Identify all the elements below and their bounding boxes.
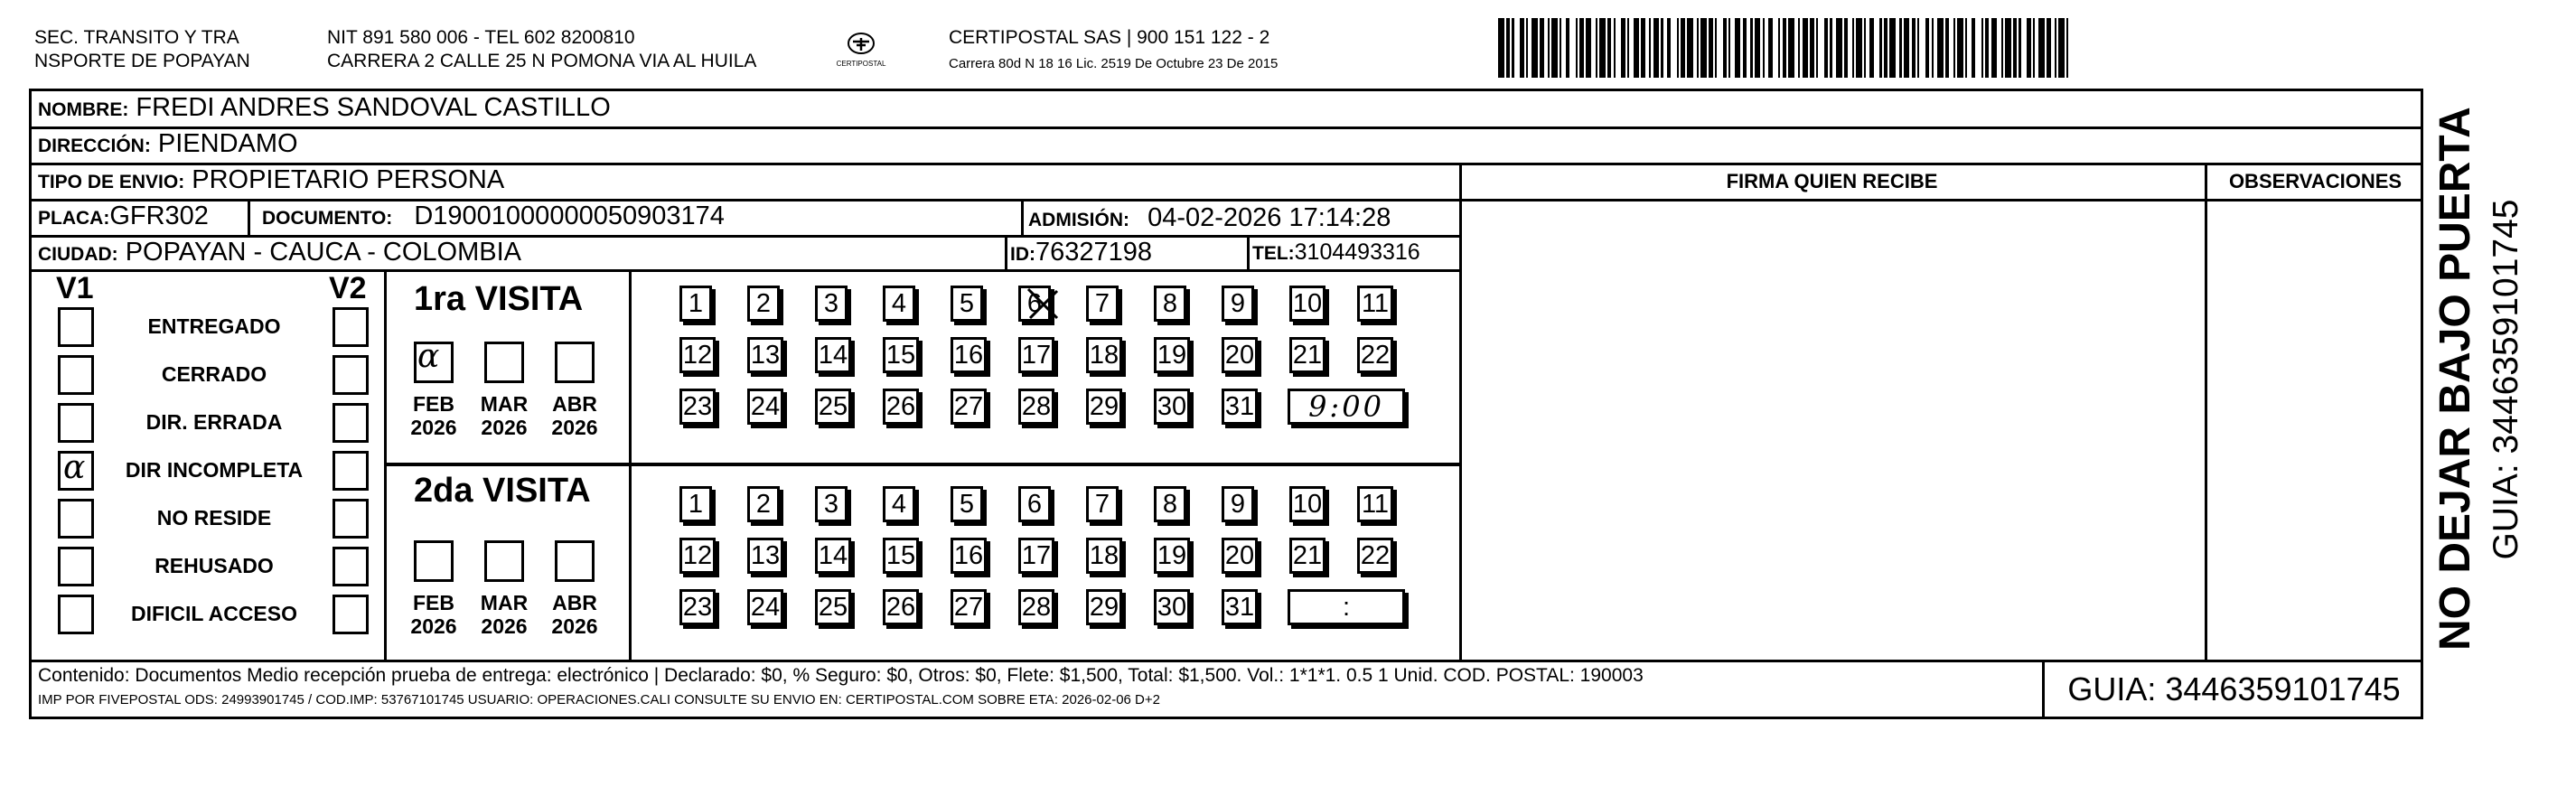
visit1-day-box[interactable]: 21	[1289, 337, 1325, 373]
visit2-day-box[interactable]: 27	[951, 589, 987, 625]
visit1-day-box[interactable]: 25	[815, 389, 851, 425]
visit1-day-box[interactable]: 2	[747, 286, 780, 322]
visit2-day-box[interactable]: 11	[1357, 486, 1393, 522]
id-label: ID:	[1010, 244, 1035, 265]
status-label: NO RESIDE	[156, 506, 272, 530]
visit1-day-box[interactable]: 19	[1154, 337, 1190, 373]
visit1-day-box[interactable]: 15	[883, 337, 919, 373]
visit2-month-checkbox[interactable]	[484, 540, 524, 582]
v1-checkbox[interactable]	[58, 595, 94, 634]
id-value: 76327198	[1035, 238, 1153, 267]
placa-row	[38, 202, 209, 232]
visit2-day-box[interactable]: 21	[1289, 538, 1325, 574]
v1-checkbox[interactable]	[58, 547, 94, 586]
tel-label: TEL:	[1252, 243, 1295, 264]
visit1-month-label: ABR	[552, 392, 597, 416]
visit2-day-box[interactable]: 18	[1086, 538, 1122, 574]
visit1-day-box[interactable]: 22	[1357, 337, 1393, 373]
status-label: DIR INCOMPLETA	[125, 458, 304, 482]
visit2-day-box[interactable]: 31	[1222, 589, 1258, 625]
visit2-day-box[interactable]: 26	[883, 589, 919, 625]
status-label: REHUSADO	[155, 554, 274, 577]
sender-line-1: SEC. TRANSITO Y TRA	[34, 27, 239, 48]
divider	[2205, 163, 2207, 661]
placa-label: PLACA:	[38, 208, 110, 229]
divider	[29, 127, 2423, 129]
visit2-day-box[interactable]: 4	[883, 486, 915, 522]
visit2-day-box[interactable]: 5	[951, 486, 983, 522]
visit1-day-box[interactable]: 14	[815, 337, 851, 373]
nombre-label: NOMBRE:	[38, 99, 129, 120]
visit1-year-label: 2026	[551, 416, 598, 439]
barcode	[1498, 18, 2067, 78]
placa-value: GFR302	[109, 202, 209, 230]
visit1-month-label: MAR	[480, 392, 529, 416]
status-label: DIFICIL ACCESO	[130, 602, 297, 625]
visit1-day-box[interactable]: 7	[1086, 286, 1119, 322]
divider	[29, 199, 1461, 202]
visit1-day-box[interactable]: 3	[815, 286, 848, 322]
visit1-day-box[interactable]: 9	[1222, 286, 1254, 322]
visit1-day-box[interactable]: 5	[951, 286, 983, 322]
v2-checkbox[interactable]	[333, 307, 369, 347]
firma-header: FIRMA QUIEN RECIBE	[1726, 170, 1938, 192]
id-row	[1010, 239, 1152, 268]
visit1-day-box[interactable]: 24	[747, 389, 783, 425]
v1-checkbox[interactable]	[58, 307, 94, 347]
ciudad-row	[38, 239, 521, 268]
v1-checkbox[interactable]	[58, 499, 94, 539]
visit1-day-box[interactable]: 8	[1154, 286, 1186, 322]
visit2-day-box[interactable]: 2	[747, 486, 780, 522]
v1-checkbox[interactable]	[58, 403, 94, 443]
visit1-day-box[interactable]: 26	[883, 389, 919, 425]
visit1-day-box[interactable]: 13	[747, 337, 783, 373]
v1-label: V1	[56, 271, 94, 305]
visit2-day-box[interactable]: 24	[747, 589, 783, 625]
visit1-day-box[interactable]: 17	[1018, 337, 1054, 373]
visit2-month-label: ABR	[552, 591, 597, 614]
visit1-month-checkbox[interactable]	[555, 342, 595, 383]
visit1-title: 1ra VISITA	[414, 280, 584, 318]
admision-row	[1028, 204, 1391, 234]
visit2-month-checkbox[interactable]	[414, 540, 454, 582]
v2-checkbox[interactable]	[333, 403, 369, 443]
v1-handwritten-mark: α	[63, 449, 86, 486]
visit2-day-box[interactable]: 22	[1357, 538, 1393, 574]
visit2-day-box[interactable]: 19	[1154, 538, 1190, 574]
status-label: ENTREGADO	[147, 314, 281, 338]
divider	[29, 660, 2423, 662]
visit2-month-checkbox[interactable]	[555, 540, 595, 582]
visit2-day-box[interactable]: 14	[815, 538, 851, 574]
visit1-handwritten-mark: α	[417, 338, 440, 375]
visit2-day-box[interactable]: 25	[815, 589, 851, 625]
visit1-day-box[interactable]: 23	[679, 389, 716, 425]
side-warning: NO DEJAR BAJO PUERTA	[2431, 107, 2479, 651]
visit1-day-box[interactable]: 20	[1222, 337, 1258, 373]
tipo-label: TIPO DE ENVIO:	[38, 172, 185, 192]
visit1-month-checkbox[interactable]	[484, 342, 524, 383]
direccion-label: DIRECCIÓN:	[38, 136, 151, 156]
documento-label: DOCUMENTO:	[262, 208, 393, 229]
visit2-year-label: 2026	[410, 614, 457, 638]
visit1-day-box[interactable]: 1	[679, 286, 712, 322]
divider	[384, 463, 1459, 466]
v2-label: V2	[329, 271, 367, 305]
admision-label: ADMISIÓN:	[1028, 210, 1129, 230]
documento-row	[262, 202, 725, 232]
v2-checkbox[interactable]	[333, 547, 369, 586]
visit2-day-box[interactable]: 30	[1154, 589, 1190, 625]
visit2-day-box[interactable]: 9	[1222, 486, 1254, 522]
visit2-day-box[interactable]: 8	[1154, 486, 1186, 522]
observaciones-header: OBSERVACIONES	[2228, 170, 2403, 192]
ciudad-value: POPAYAN - CAUCA - COLOMBIA	[125, 238, 522, 267]
visit2-year-label: 2026	[481, 614, 528, 638]
visit1-day-box[interactable]: 6	[1018, 286, 1051, 322]
v2-checkbox[interactable]	[333, 355, 369, 395]
visit1-day-box[interactable]: 29	[1086, 389, 1122, 425]
v2-checkbox[interactable]	[333, 451, 369, 491]
visit2-day-box[interactable]: 16	[951, 538, 987, 574]
visit1-day-box[interactable]: 31	[1222, 389, 1258, 425]
divider	[1005, 237, 1007, 271]
nombre-row	[38, 94, 611, 124]
visit1-day-box[interactable]: 18	[1086, 337, 1122, 373]
tel-row	[1252, 239, 1420, 267]
visit2-title: 2da VISITA	[414, 472, 591, 510]
tel-value: 3104493316	[1294, 239, 1420, 265]
logo-text: CERTIPOSTAL	[836, 60, 886, 68]
visit2-time-box[interactable]: :	[1288, 589, 1405, 625]
ciudad-label: CIUDAD:	[38, 244, 118, 265]
visit2-day-box[interactable]: 17	[1018, 538, 1054, 574]
v2-checkbox[interactable]	[333, 595, 369, 634]
nombre-value: FREDI ANDRES SANDOVAL CASTILLO	[136, 93, 611, 122]
visit2-day-box[interactable]: 13	[747, 538, 783, 574]
tipo-row	[38, 166, 504, 196]
visit1-day-box[interactable]: 11	[1357, 286, 1393, 322]
visit2-day-box[interactable]: 1	[679, 486, 712, 522]
visit2-day-box[interactable]: 7	[1086, 486, 1119, 522]
divider	[1021, 201, 1024, 237]
visit1-year-label: 2026	[481, 416, 528, 439]
visit2-day-box[interactable]: 15	[883, 538, 919, 574]
status-label: CERRADO	[161, 362, 267, 386]
visit1-day-box[interactable]: 30	[1154, 389, 1190, 425]
visit2-day-box[interactable]: 28	[1018, 589, 1054, 625]
visit1-day-strike-mark	[1021, 282, 1064, 325]
visit1-time-box[interactable]: 9:00	[1288, 389, 1405, 425]
visit1-day-box[interactable]: 16	[951, 337, 987, 373]
visit1-day-box[interactable]: 27	[951, 389, 987, 425]
visit1-day-box[interactable]: 10	[1289, 286, 1325, 322]
divider	[629, 269, 632, 660]
documento-value: D19001000000050903174	[414, 202, 725, 230]
direccion-value: PIENDAMO	[157, 129, 298, 158]
visit2-day-box[interactable]: 20	[1222, 538, 1258, 574]
divider	[1247, 237, 1250, 271]
visit2-day-box[interactable]: 29	[1086, 589, 1122, 625]
visit1-month-label: FEB	[413, 392, 454, 416]
visit1-day-box[interactable]: 28	[1018, 389, 1054, 425]
certipostal-logo	[835, 29, 887, 70]
divider	[1459, 199, 2423, 202]
visit2-day-box[interactable]: 23	[679, 589, 716, 625]
side-guia: GUIA: 3446359101745	[2487, 199, 2525, 560]
visit2-day-box[interactable]: 12	[679, 538, 716, 574]
visit2-day-box[interactable]: 3	[815, 486, 848, 522]
footer-content-line: Contenido: Documentos Medio recepción prueba de entrega: electrónico | Declarado: $0, % Seguro: $0, Otros: $0, Flete: $1,500, Total: $1,500. Vol.: 1*1*1. 0.5 1 Unid. COD. POSTAL: 190003	[38, 665, 1644, 686]
visit1-day-box[interactable]: 12	[679, 337, 716, 373]
divider	[248, 201, 250, 237]
visit2-day-box[interactable]: 6	[1018, 486, 1051, 522]
visit2-month-label: FEB	[413, 591, 454, 614]
visit1-day-box[interactable]: 4	[883, 286, 915, 322]
v1-checkbox[interactable]	[58, 355, 94, 395]
admision-value: 04-02-2026 17:14:28	[1147, 203, 1391, 232]
company-line: CERTIPOSTAL SAS | 900 151 122 - 2	[949, 27, 1270, 48]
visit1-year-label: 2026	[410, 416, 457, 439]
nit-line: NIT 891 580 006 - TEL 602 8200810	[327, 27, 635, 48]
visit2-year-label: 2026	[551, 614, 598, 638]
sender-line-2: NSPORTE DE POPAYAN	[34, 51, 250, 71]
direccion-row	[38, 130, 298, 160]
divider	[1459, 163, 1462, 661]
footer-print-line: IMP POR FIVEPOSTAL ODS: 24993901745 / COD.IMP: 53767101745 USUARIO: OPERACIONES.CALI CONSULTE SU ENVIO EN: CERTIPOSTAL.COM SOBRE ETA: 2026-02-06 D+2	[38, 692, 1160, 708]
v2-checkbox[interactable]	[333, 499, 369, 539]
visit2-month-label: MAR	[480, 591, 529, 614]
company-license-line: Carrera 80d N 18 16 Lic. 2519 De Octubre 23 De 2015	[949, 56, 1279, 71]
status-label: DIR. ERRADA	[145, 410, 283, 434]
tipo-value: PROPIETARIO PERSONA	[192, 165, 505, 194]
address-line: CARRERA 2 CALLE 25 N POMONA VIA AL HUILA	[327, 51, 757, 71]
footer-guia: GUIA: 3446359101745	[2067, 670, 2401, 708]
visit2-day-box[interactable]: 10	[1289, 486, 1325, 522]
